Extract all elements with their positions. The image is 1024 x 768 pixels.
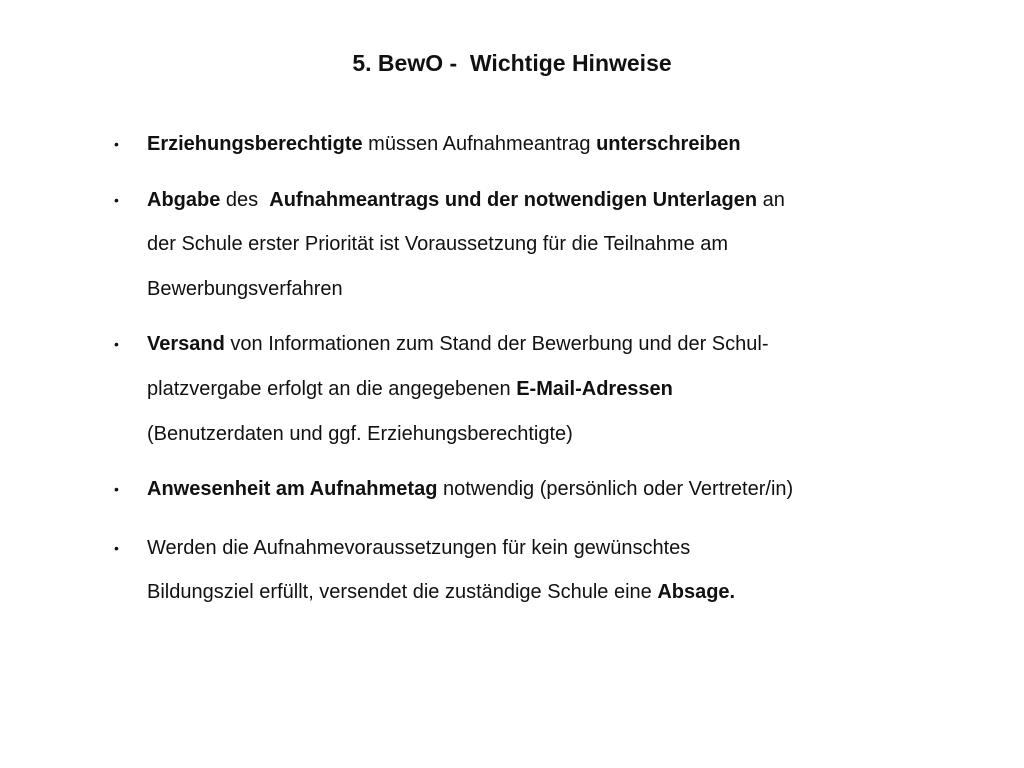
bullet-item [108, 178, 988, 312]
bullet-dot-icon: • [114, 191, 119, 208]
bullet-text-bold: unterschreiben [596, 133, 741, 155]
bullet-dot-icon: • [114, 539, 119, 556]
bullet-text: an [757, 188, 785, 211]
bullet-line [147, 222, 988, 267]
bullet-line [147, 122, 988, 167]
bullet-text-bold: Absage. [657, 581, 736, 604]
bullet-text-bold: Abgabe [147, 188, 221, 211]
bullet-item [108, 322, 988, 456]
bullet-dot-icon: • [114, 481, 119, 498]
bullet-text: der Schule erster Priorität ist Voraussetzung für die Teilnahme am [147, 233, 729, 256]
bullet-line [147, 367, 988, 412]
bullet-text: (Benutzerdaten und ggf. Erziehungsberechtigte) [147, 422, 573, 445]
bullet-dot-icon: • [114, 136, 119, 152]
bullet-line [147, 178, 988, 223]
bullet-list [108, 122, 988, 626]
bullet-text: müssen Aufnahmeantrag [362, 133, 597, 155]
bullet-text: notwendig (persönlich oder Vertreter/in) [437, 478, 794, 501]
bullet-text: Werden die Aufnahmevoraussetzungen für kein gewünschtes [147, 536, 691, 559]
bullet-line [147, 322, 988, 367]
bullet-line [147, 267, 988, 312]
bullet-text: des [220, 188, 270, 211]
bullet-text-bold: Versand [147, 333, 225, 356]
bullet-text-bold: E-Mail-Adressen [516, 377, 673, 400]
bullet-item [108, 526, 988, 615]
bullet-text: Bewerbungsverfahren [147, 277, 343, 300]
bullet-item [108, 467, 988, 512]
bullet-line [147, 467, 988, 512]
bullet-item [108, 122, 988, 167]
bullet-text-bold: Erziehungsberechtigte [147, 133, 363, 155]
bullet-dot-icon: • [114, 336, 119, 353]
bullet-text-bold: Anwesenheit am Aufnahmetag [147, 478, 438, 501]
bullet-line [147, 412, 988, 457]
bullet-text: Bildungsziel erfüllt, versendet die zuständige Schule eine [147, 581, 658, 604]
bullet-line [147, 570, 988, 615]
bullet-text: von Informationen zum Stand der Bewerbung und der Schul- [224, 333, 769, 356]
bullet-line [147, 526, 988, 571]
bullet-text: platzvergabe erfolgt an die angegebenen [147, 377, 517, 400]
slide-title: 5. BewO - Wichtige Hinweise [352, 50, 672, 76]
bullet-text-bold: Aufnahmeantrags und der notwendigen Unterlagen [269, 188, 758, 211]
